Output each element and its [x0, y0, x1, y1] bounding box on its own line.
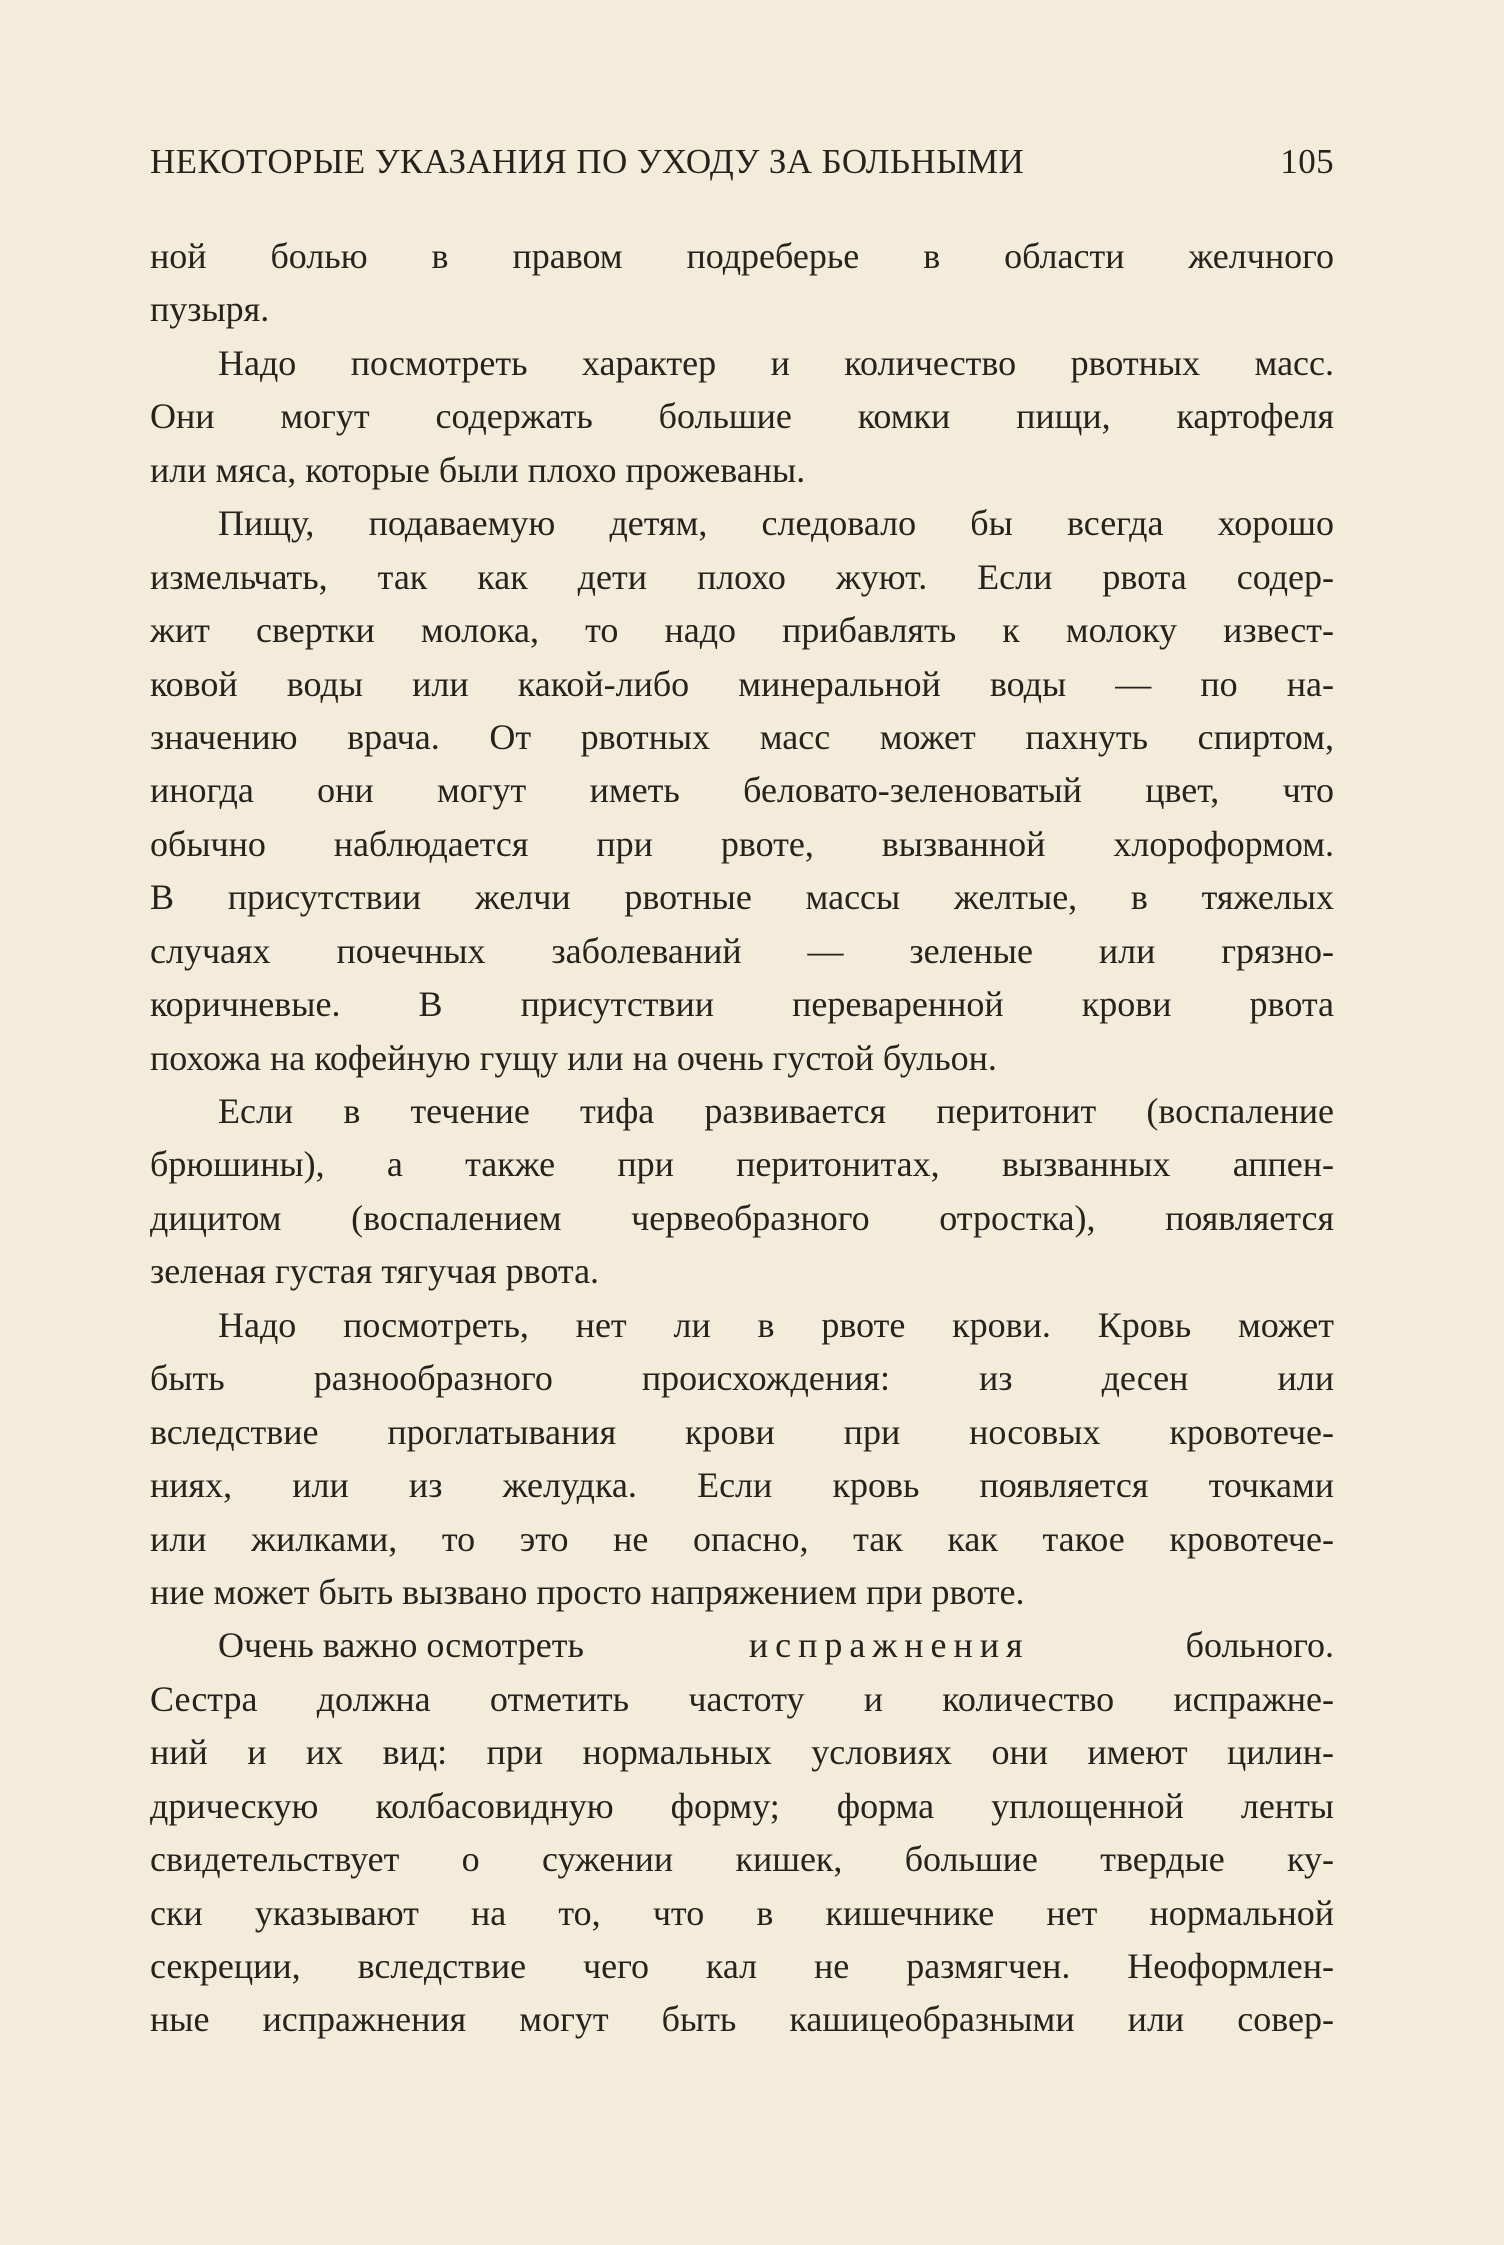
text-line: быть разнообразного происхождения: из десен или [150, 1358, 1334, 1399]
text-line: В присутствии желчи рвотные массы желтые, в тяжелых [150, 877, 1334, 918]
text-line: ные испражнения могут быть кашицеобразными или совер- [150, 1999, 1334, 2040]
page-number: 105 [1280, 142, 1334, 181]
text-line: дицитом (воспалением червеобразного отростка), появляется [150, 1197, 1334, 1238]
text-line: дрическую колбасовидную форму; форма уплощенной ленты [150, 1785, 1334, 1826]
text-line: ски указывают на то, что в кишечнике нет нормальной [150, 1892, 1334, 1933]
spaced-emphasis: испражнения [748, 1625, 1030, 1666]
text-fragment: больного. [1185, 1625, 1334, 1666]
text-line: зеленая густая тягучая рвота. [150, 1251, 600, 1292]
text-line: Сестра должна отметить частоту и количество испражне- [150, 1678, 1334, 1719]
text-line: иногда они могут иметь беловато-зеленоватый цвет, что [150, 770, 1334, 811]
text-line: пузыря. [150, 289, 270, 330]
text-line: ние может быть вызвано просто напряжением при рвоте. [150, 1571, 1025, 1612]
running-head [150, 130, 1334, 190]
text-line: Они могут содержать большие комки пищи, картофеля [150, 396, 1334, 437]
text-line: случаях почечных заболеваний — зеленые или грязно- [150, 930, 1334, 971]
text-line: вследствие проглатывания крови при носовых кровотече- [150, 1411, 1334, 1452]
text-line: ковой воды или какой-либо минеральной воды — по на- [150, 663, 1334, 704]
text-line: коричневые. В присутствии переваренной крови рвота [150, 984, 1334, 1025]
text-line: брюшины), а также при перитонитах, вызванных аппен- [150, 1144, 1334, 1185]
text-line: Если в течение тифа развивается перитонит (воспаление [218, 1091, 1334, 1131]
text-line: или жилками, то это не опасно, так как такое кровотече- [150, 1518, 1334, 1559]
body-text [150, 230, 1334, 2047]
text-line: измельчать, так как дети плохо жуют. Если рвота содер- [150, 556, 1334, 597]
text-line: или мяса, которые были плохо прожеваны. [150, 449, 806, 490]
text-line: секреции, вследствие чего кал не размягчен. Неоформлен- [150, 1946, 1334, 1986]
running-title: НЕКОТОРЫЕ УКАЗАНИЯ ПО УХОДУ ЗА БОЛЬНЫМИ [150, 142, 1025, 181]
text-line: ний и их вид: при нормальных условиях они имеют цилин- [150, 1732, 1334, 1773]
text-line: значению врача. От рвотных масс может пахнуть спиртом, [150, 716, 1334, 757]
text-line: Пищу, подаваемую детям, следовало бы всегда хорошо [218, 503, 1334, 544]
text-line: свидетельствует о сужении кишек, большие твердые ку- [150, 1839, 1334, 1880]
text-line: обычно наблюдается при рвоте, вызванной хлороформом. [150, 823, 1334, 864]
text-line: Надо посмотреть, нет ли в рвоте крови. Кровь может [218, 1304, 1334, 1345]
text-line: жит свертки молока, то надо прибавлять к молоку извест- [150, 610, 1334, 651]
text-line: ной болью в правом подреберье в области желчного [150, 236, 1334, 276]
text-line [150, 1619, 1334, 1672]
text-line: Надо посмотреть характер и количество рвотных масс. [218, 342, 1334, 383]
text-line: ниях, или из желудка. Если кровь появляется точками [150, 1465, 1334, 1506]
text-line: похожа на кофейную гущу или на очень густой бульон. [150, 1037, 997, 1078]
text-fragment: Очень важно осмотреть [218, 1625, 593, 1666]
